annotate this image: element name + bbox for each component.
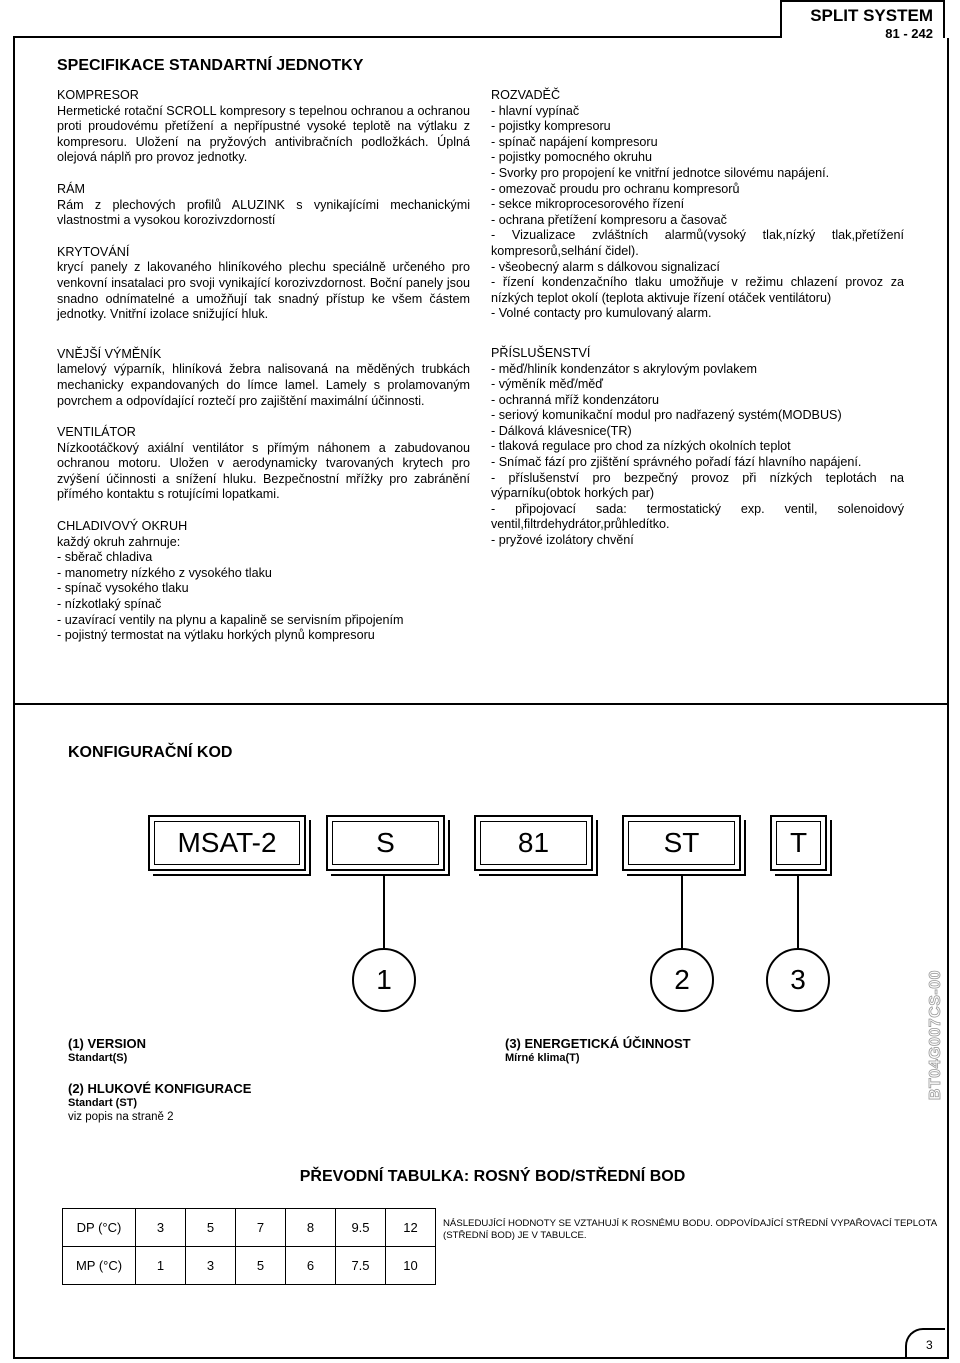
note-efficiency-sub: Mírné klima(T) (505, 1052, 580, 1064)
marker-circle-2: 2 (650, 948, 714, 1012)
section-text: - seriový komunikační modul pro nadřazený systém(MODBUS) (491, 408, 842, 423)
note-version-head: (1) VERSION (68, 1036, 147, 1051)
section-heading: VENTILÁTOR (57, 425, 136, 440)
note-noise (68, 1082, 251, 1124)
table-cell: 9.5 (336, 1209, 386, 1247)
section-heading: VNĚJŠÍ VÝMĚNÍK (57, 346, 162, 361)
table-cell: 3 (136, 1209, 186, 1247)
section-text: - měď/hliník kondenzátor s akrylovým povlakem (491, 361, 758, 376)
spec-section (57, 425, 470, 503)
section-text: - spínač napájení kompresoru (491, 134, 658, 149)
section-text: - Svorky pro propojení ke vnitřní jednotce silovému napájení. (491, 165, 830, 180)
section-text: - Volné contacty pro kumulovaný alarm. (491, 306, 712, 321)
code-box-version (326, 815, 445, 871)
section-text: - ochranná mříž kondenzátoru (491, 392, 660, 407)
section-text: - pojistky pomocného okruhu (491, 150, 653, 165)
section-text: - omezovač proudu pro ochranu kompresorů (491, 181, 740, 196)
spec-section (57, 519, 470, 644)
table-cell: 12 (386, 1209, 436, 1247)
section-heading: CHLADIVOVÝ OKRUH (57, 519, 188, 534)
code-box-size (474, 815, 593, 871)
section-text: lamelový výparník, hliníková žebra nalisovaná na měděných trubkách mechanicky expandovaných do límce lamel. Lamely s prolamovaným povrchem a odpovídající roztečí pro zajištění maximální účinnosti. (57, 362, 470, 408)
table-cell: 8 (286, 1209, 336, 1247)
spec-section (57, 182, 470, 229)
connector-line (797, 876, 799, 948)
code-box-efficiency (770, 815, 827, 871)
section-heading: PŘÍSLUŠENSTVÍ (491, 345, 591, 360)
table-row (63, 1209, 436, 1247)
section-heading: KRYTOVÁNÍ (57, 244, 130, 259)
marker-circle-1: 1 (352, 948, 416, 1012)
section-text: - sběrač chladiva (57, 550, 153, 565)
document-code (922, 960, 950, 1110)
table-row (63, 1247, 436, 1285)
table-note: NÁSLEDUJÍCÍ HODNOTY SE VZTAHUJÍ K ROSNÉMU BODU. ODPOVÍDAJÍCÍ STŘEDNÍ VYPAŘOVACÍ TEPLOTA (STŘEDNÍ BOD) JE V TABULCE. (443, 1218, 937, 1241)
section-text: - manometry nízkého z vysokého tlaku (57, 565, 272, 580)
table-cell: 1 (136, 1247, 186, 1285)
section-text: - nízkotlaký spínač (57, 597, 162, 612)
section-text: - pryžové izolátory chvění (491, 533, 634, 548)
table-cell: 6 (286, 1247, 336, 1285)
section-text: - ochrana přetížení kompresoru a časovač (491, 212, 727, 227)
spec-title: SPECIFIKACE STANDARTNÍ JEDNOTKY (57, 57, 364, 74)
config-title: KONFIGURAČNÍ KOD (68, 744, 233, 761)
table-row-label: DP (°C) (63, 1209, 136, 1247)
code-box-label: T (776, 821, 821, 865)
code-box-label: ST (628, 821, 735, 865)
section-text: - výměník měď/měď (491, 377, 604, 392)
note-efficiency (505, 1037, 691, 1065)
section-text: - pojistky kompresoru (491, 119, 611, 134)
section-text: Rám z plechových profilů ALUZINK s vynikajícími mechanickými vlastnostmi a vysokou korozivzdorností (57, 197, 470, 228)
header-title: SPLIT SYSTEM (810, 6, 933, 25)
section-text: - sekce mikroprocesorového řízení (491, 197, 685, 212)
marker-circle-3: 3 (766, 948, 830, 1012)
table-cell: 5 (186, 1209, 236, 1247)
section-heading: KOMPRESOR (57, 88, 139, 102)
section-text: - všeobecný alarm s dálkovou signalizací (491, 259, 720, 274)
table-cell: 7.5 (336, 1247, 386, 1285)
table-title: PŘEVODNÍ TABULKA: ROSNÝ BOD/STŘEDNÍ BOD (299, 1168, 686, 1185)
section-text: - příslušenství pro bezpečný provoz při nízkých teplotách na výparníku(obtok horkých par) (491, 470, 904, 501)
table-cell: 7 (236, 1209, 286, 1247)
note-efficiency-head: (3) ENERGETICKÁ ÚČINNOST (505, 1036, 691, 1051)
page-number-tab (905, 1328, 945, 1359)
note-noise-text: viz popis na straně 2 (68, 1111, 174, 1123)
section-text: - pojistný termostat na výtlaku horkých plynů kompresoru (57, 628, 375, 643)
section-text: krycí panely z lakovaného hliníkového plechu speciálně určeného pro venkovní insatalaci pro svoji vynikající korozivzdornost. Boční panely jsou snadno odnímatelné a umožňují tak snadný přístup ke všem částem jednotky. Vnitřní izolace snižující hluk. (57, 260, 470, 322)
section-text: - Dálková klávesnice(TR) (491, 423, 632, 438)
connector-line (383, 876, 385, 948)
section-text: Hermetické rotační SCROLL kompresory s tepelnou ochranou a ochranou proti proudovému přetížení a nepřípustné vysoké teplotě na výtlaku z kompresoru. Uložení na pryžových antivibračních podložkách. Úplná olejová náplň pro provoz jednotky. (57, 103, 470, 165)
spec-left-column (57, 88, 470, 660)
header-subtitle: 81 - 242 (885, 26, 933, 41)
conversion-table (62, 1208, 436, 1285)
note-noise-head: (2) HLUKOVÉ KONFIGURACE (68, 1081, 252, 1096)
code-box-label: 81 (480, 821, 587, 865)
document-code-text: BT04G007CS-00 (927, 969, 944, 1101)
section-text: - Snímač fází pro zjištění správného pořadí fází hlavního napájení. (491, 455, 862, 470)
table-cell: 5 (236, 1247, 286, 1285)
code-box-model (148, 815, 306, 871)
section-text: - uzavírací ventily na plynu a kapalině se servisním připojením (57, 612, 404, 627)
section-text: Nízkootáčkový axiální ventilátor s přímým náhonem a zabudovanou ochranou motoru. Uložen v aerodynamicky tvarovaných krytech pro zvýšení účinnosti a snížení hluku. Bezpečnostní mřížky pro zabránění přímého kontaktu s rotujícími lopatkami. (57, 440, 470, 502)
section-text: - spínač vysokého tlaku (57, 581, 189, 596)
header-tab (780, 0, 945, 41)
code-box-label: S (332, 821, 439, 865)
connector-line (681, 876, 683, 948)
section-text: - hlavní vypínač (491, 103, 580, 118)
page-number: 3 (926, 1338, 933, 1352)
spec-section (57, 347, 470, 409)
spec-section (57, 245, 470, 323)
code-box-noise (622, 815, 741, 871)
section-heading: RÁM (57, 181, 85, 196)
spec-section (491, 88, 904, 322)
note-version-sub: Standart(S) (68, 1052, 128, 1064)
section-text: - Vizualizace zvláštních alarmů(vysoký tlak,nízký tlak,přetížení kompresorů,selhání čidel). (491, 228, 904, 258)
spec-section (491, 346, 904, 549)
section-heading: ROZVADĚČ (491, 88, 561, 102)
section-text: - tlaková regulace pro chod za nízkých okolních teplot (491, 439, 791, 454)
section-text: - řízení kondenzačního tlaku umožňuje v režimu chlazení provoz za nízkých teplot okolí (teplota aktivuje řízení otáček ventilátoru) (491, 275, 904, 305)
note-version (68, 1037, 146, 1065)
spec-section (57, 88, 470, 166)
note-noise-sub: Standart (ST) (68, 1097, 138, 1109)
section-text: každý okruh zahrnuje: (57, 534, 181, 549)
code-box-label: MSAT-2 (154, 821, 300, 865)
table-cell: 3 (186, 1247, 236, 1285)
section-text: - připojovací sada: termostatický exp. ventil, solenoidový ventil,filtrdehydrátor,průhledítko. (491, 501, 904, 532)
table-cell: 10 (386, 1247, 436, 1285)
table-row-label: MP (°C) (63, 1247, 136, 1285)
spec-right-column (491, 88, 904, 565)
